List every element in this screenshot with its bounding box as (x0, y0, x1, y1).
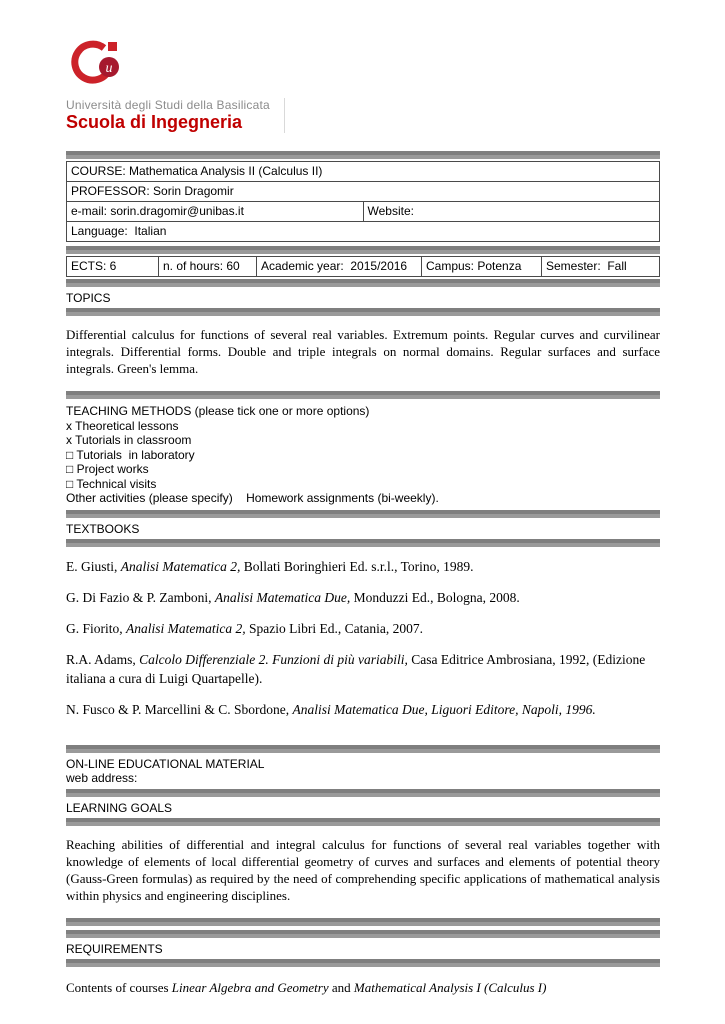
table-row (67, 182, 660, 202)
divider-bar (66, 745, 660, 753)
teaching-method-option: □ Technical visits (66, 476, 157, 491)
hours-cell: n. of hours: 60 (159, 257, 257, 277)
divider-bar (66, 918, 660, 926)
learning-goals-heading: LEARNING GOALS (66, 800, 173, 815)
requirements-body: Contents of courses Linear Algebra and Geometry and Mathematical Analysis I (Calculus I) (66, 979, 547, 995)
divider-bar (66, 151, 660, 159)
textbook-item: G. Fiorito, Analisi Matematica 2, Spazio Libri Ed., Catania, 2007. (66, 620, 423, 636)
online-material-block (66, 757, 660, 785)
topics-body: Differential calculus for functions of several real variables. Extremum points. Regular curves and curvilinear integrals. Differential forms. Double and triple integrals on normal domains. Regular surfaces and surface integrals. Green's lemma. (66, 327, 660, 376)
academic-year-cell: Academic year: 2015/2016 (257, 257, 422, 277)
professor-cell: PROFESSOR: Sorin Dragomir (67, 182, 660, 202)
textbook-item: R.A. Adams, Calcolo Differenziale 2. Funzioni di più variabili, Casa Editrice Ambrosiana, 1992, (Edizione italiana a cura di Luigi Quartapelle). (66, 651, 646, 686)
table-row (67, 222, 660, 242)
divider-bar (66, 539, 660, 547)
teaching-method-option: x Tutorials in classroom (66, 433, 192, 447)
table-row (67, 202, 660, 222)
teaching-method-option: □ Project works (66, 462, 149, 476)
university-name: Università degli Studi della Basilicata (66, 98, 270, 112)
divider-bar (66, 510, 660, 518)
divider-bar (66, 391, 660, 399)
textbook-item: E. Giusti, Analisi Matematica 2, Bollati Boringhieri Ed. s.r.l., Torino, 1989. (66, 558, 474, 574)
campus-cell: Campus: Potenza (422, 257, 542, 277)
table-row (67, 162, 660, 182)
teaching-methods-heading: TEACHING METHODS (please tick one or more options) (66, 404, 370, 418)
svg-text:u: u (105, 61, 113, 76)
university-header (66, 40, 660, 133)
divider-bar (66, 959, 660, 967)
divider-bar (66, 246, 660, 254)
website-cell: Website: (363, 202, 660, 222)
ects-cell: ECTS: 6 (67, 257, 159, 277)
topics-heading: TOPICS (66, 291, 111, 305)
teaching-methods-block (66, 404, 660, 506)
textbooks-heading: TEXTBOOKS (66, 521, 140, 536)
university-wordmark (66, 98, 285, 133)
textbooks-list (66, 557, 660, 719)
table-row (67, 257, 660, 277)
divider-bar (66, 308, 660, 316)
textbook-item: G. Di Fazio & P. Zamboni, Analisi Matematica Due, Monduzzi Ed., Bologna, 2008. (66, 589, 520, 605)
course-title-cell: COURSE: Mathematica Analysis II (Calculus II) (67, 162, 660, 182)
course-info-table (66, 161, 660, 242)
course-details-table (66, 256, 660, 277)
school-name: Scuola di Ingegneria (66, 112, 243, 132)
web-address-label: web address: (66, 770, 138, 785)
divider-bar (66, 818, 660, 826)
textbook-item: N. Fusco & P. Marcellini & C. Sbordone, Analisi Matematica Due, Liguori Editore, Napoli, 1996. (66, 701, 596, 717)
teaching-method-option: x Theoretical lessons (66, 418, 179, 433)
language-cell: Language: Italian (67, 222, 660, 242)
divider-bar (66, 930, 660, 938)
divider-bar (66, 279, 660, 287)
semester-cell: Semester: Fall (542, 257, 660, 277)
learning-goals-body: Reaching abilities of differential and integral calculus for functions of several real variables together with knowledge of elements of local differential geometry of curves and surfaces and elements of potential theory (Gauss-Green formulas) as required by the need of comprehending specific applications of mathematical analysis within physics and engineering disciplines. (66, 836, 660, 903)
divider-bar (66, 789, 660, 797)
online-material-heading: ON-LINE EDUCATIONAL MATERIAL (66, 756, 265, 771)
teaching-method-option: □ Tutorials in laboratory (66, 447, 195, 462)
requirements-heading: REQUIREMENTS (66, 941, 163, 956)
email-cell: e-mail: sorin.dragomir@unibas.it (67, 202, 364, 222)
other-activities-line: Other activities (please specify) Homework assignments (bi-weekly). (66, 491, 439, 505)
university-logo-icon (68, 40, 126, 92)
